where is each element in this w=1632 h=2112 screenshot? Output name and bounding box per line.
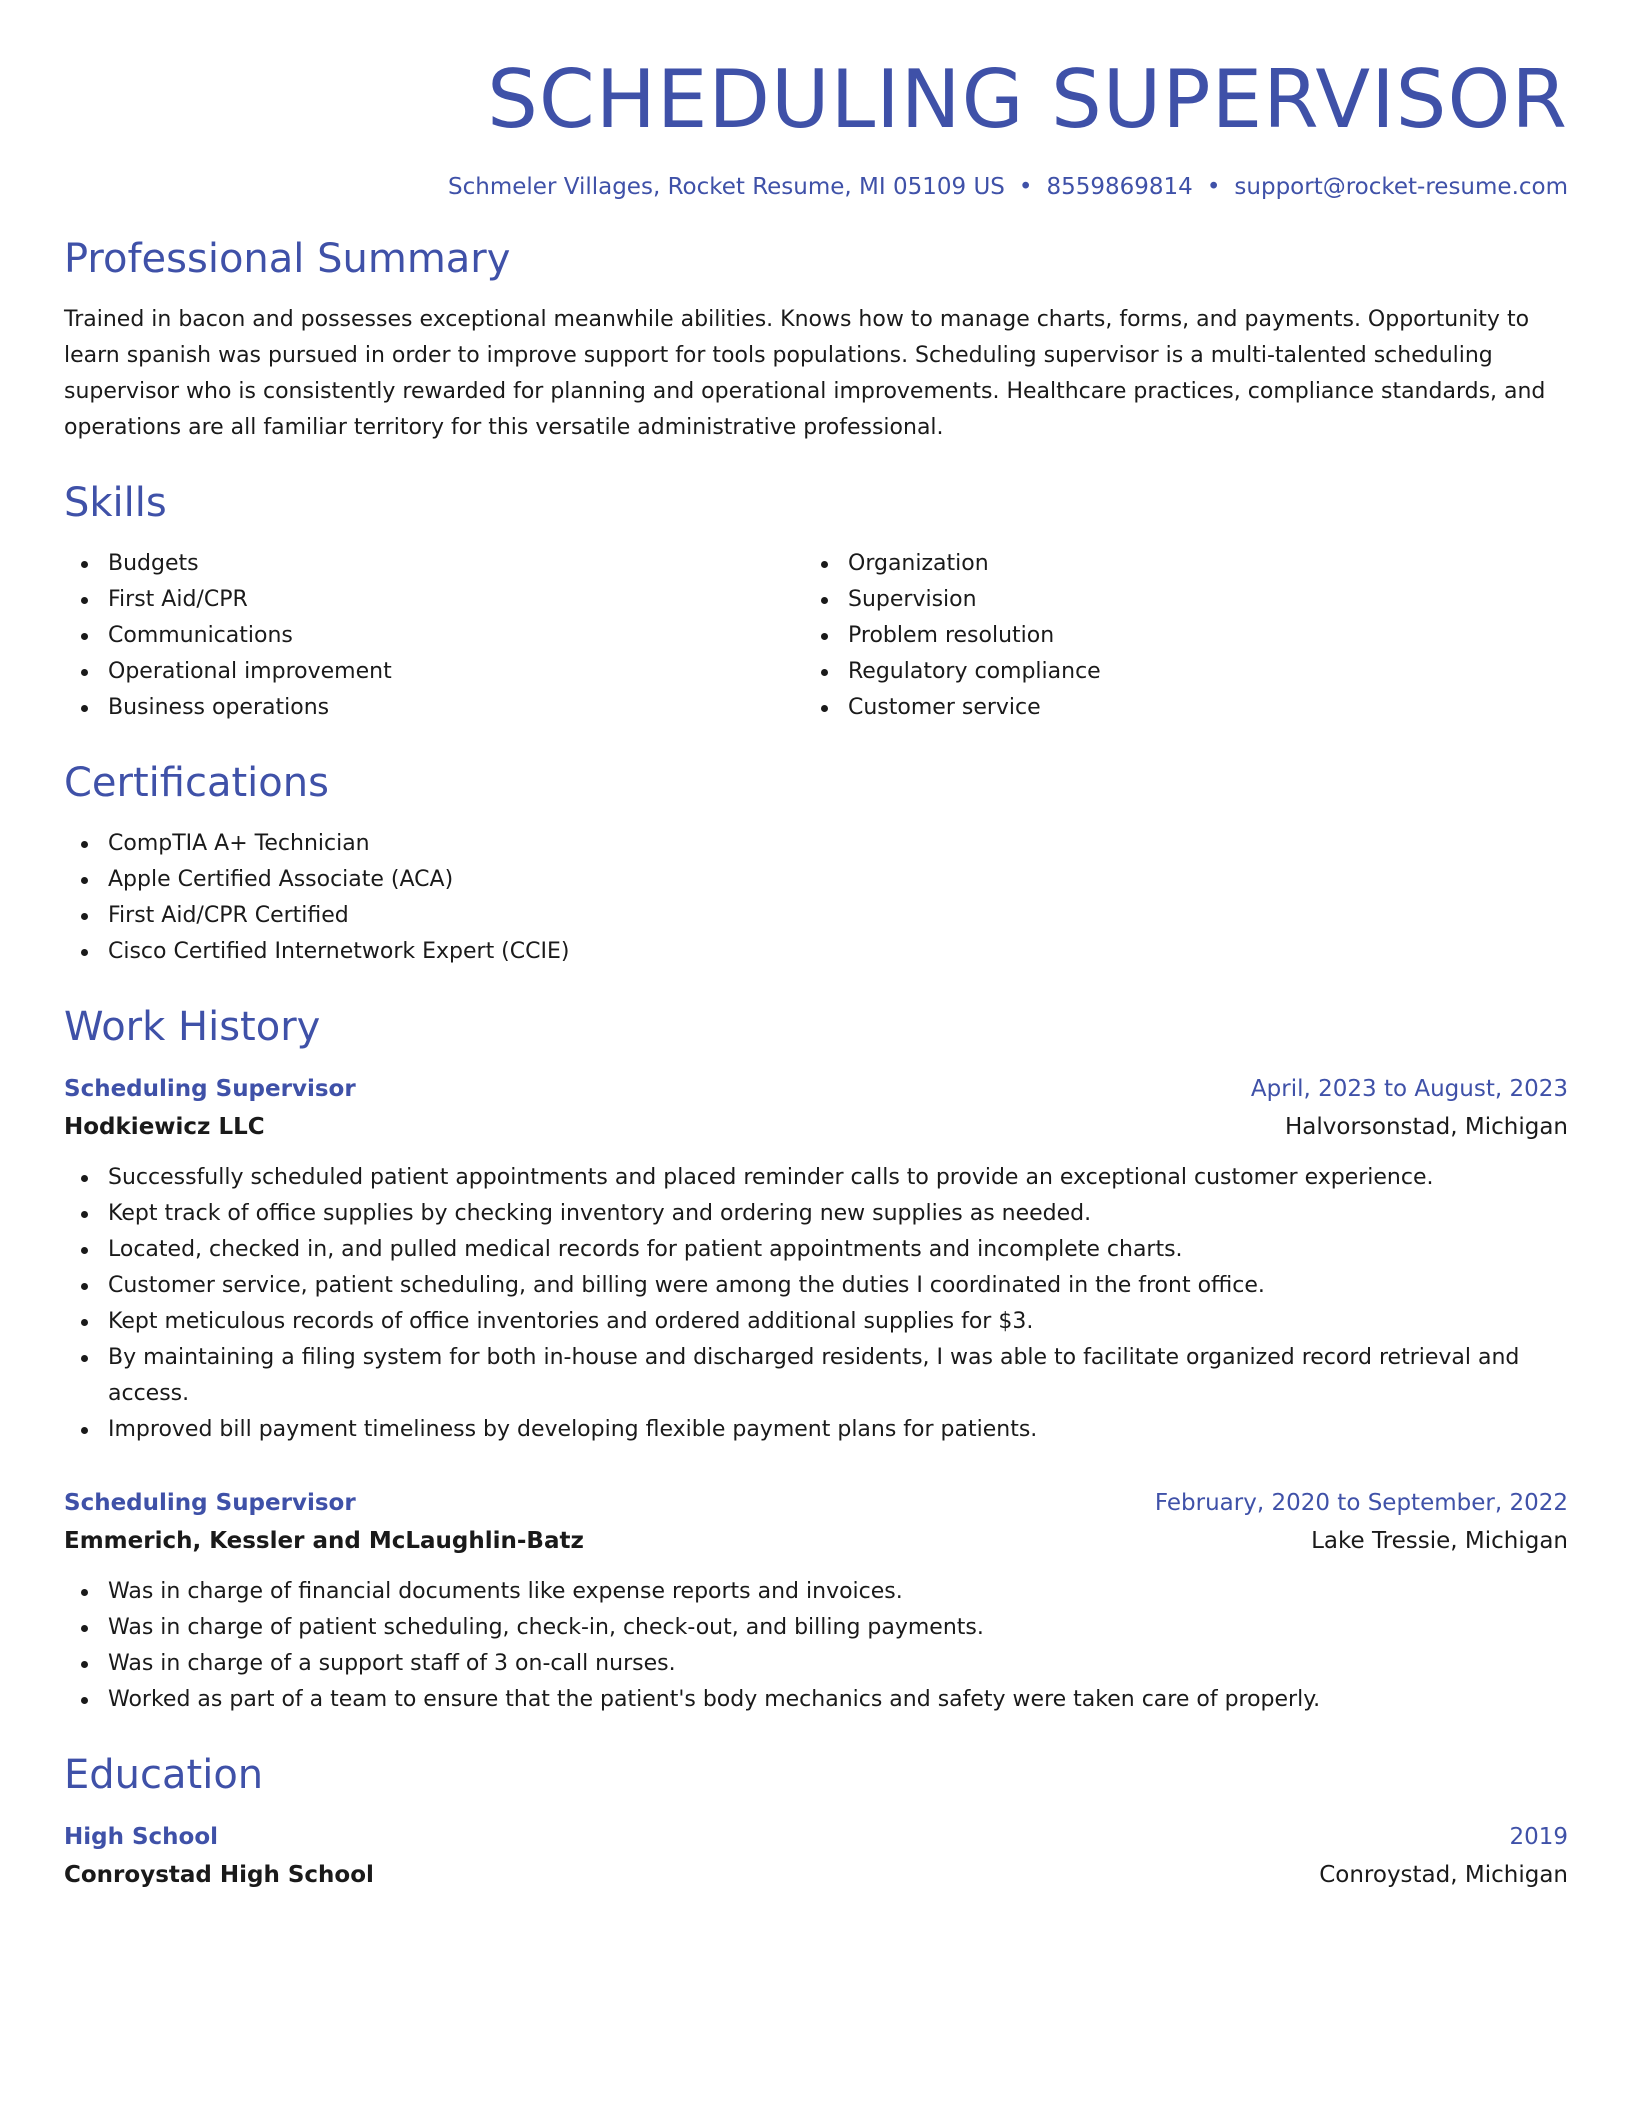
- company-name: Emmerich, Kessler and McLaughlin-Batz: [64, 1528, 584, 1554]
- summary-text: Trained in bacon and possesses exceptional meanwhile abilities. Knows how to manage charts, forms, and payments. Opportunity to learn spanish was pursued in order to improve support for tools populations. Scheduling supervisor is a multi-talented scheduling supervisor who is consistently rewarded for planning and operational improvements. Healthcare practices, compliance standards, and operations are all familiar territory for this versatile administrative professional.: [64, 307, 1546, 440]
- contact-separator: •: [1018, 174, 1033, 200]
- skill-item: Operational improvement: [64, 654, 804, 690]
- job-location: Halvorsonstad, Michigan: [1285, 1114, 1568, 1140]
- skills-section: [64, 480, 1568, 726]
- skill-item: Supervision: [804, 582, 1568, 618]
- graduation-year: 2019: [1509, 1824, 1568, 1850]
- work-history-heading: Work History: [64, 1004, 321, 1050]
- job-duty-item: Customer service, patient scheduling, and billing were among the duties I coordinated in the front office.: [64, 1268, 1568, 1304]
- company-name: Hodkiewicz LLC: [64, 1114, 265, 1140]
- skill-item: Budgets: [64, 546, 804, 582]
- certification-item: CompTIA A+ Technician: [64, 826, 1568, 862]
- job-title-row: [64, 1484, 1568, 1522]
- address: Schmeler Villages, Rocket Resume, MI 05109 US: [448, 174, 1005, 200]
- skills-list-left: [64, 546, 804, 726]
- job-duty-item: Located, checked in, and pulled medical records for patient appointments and incomplete charts.: [64, 1232, 1568, 1268]
- summary-section: [64, 236, 1568, 446]
- education-entry: [64, 1818, 1568, 1894]
- job-duty-item: Was in charge of patient scheduling, check-in, check-out, and billing payments.: [64, 1610, 1568, 1646]
- job-duty-item: Kept track of office supplies by checking inventory and ordering new supplies as needed.: [64, 1196, 1568, 1232]
- job-duty-item: Improved bill payment timeliness by developing flexible payment plans for patients.: [64, 1412, 1568, 1448]
- job-location: Lake Tressie, Michigan: [1311, 1528, 1568, 1554]
- skills-list-right: [804, 546, 1568, 726]
- skill-item: Organization: [804, 546, 1568, 582]
- job-duty-item: Was in charge of financial documents like expense reports and invoices.: [64, 1574, 1568, 1610]
- job-title: Scheduling Supervisor: [64, 1076, 356, 1102]
- education-section: [64, 1752, 1568, 1894]
- skill-item: Customer service: [804, 690, 1568, 726]
- job-duty-item: By maintaining a filing system for both in-house and discharged residents, I was able to facilitate organized record retrieval and access.: [64, 1340, 1568, 1412]
- school-location: Conroystad, Michigan: [1319, 1862, 1568, 1888]
- job-duty-item: Kept meticulous records of office inventories and ordered additional supplies for $3.: [64, 1304, 1568, 1340]
- job-company-row: [64, 1108, 1568, 1146]
- certifications-heading: Certifications: [64, 760, 329, 806]
- job-duty-item: Successfully scheduled patient appointments and placed reminder calls to provide an exceptional customer experience.: [64, 1160, 1568, 1196]
- certifications-list: [64, 826, 1568, 970]
- education-heading: Education: [64, 1752, 264, 1798]
- contact-line: [64, 174, 1568, 200]
- job-title-row: [64, 1070, 1568, 1108]
- job-duty-item: Was in charge of a support staff of 3 on-call nurses.: [64, 1646, 1568, 1682]
- job-dates: February, 2020 to September, 2022: [1154, 1490, 1568, 1516]
- job-company-row: [64, 1522, 1568, 1560]
- job-entry: [64, 1484, 1568, 1718]
- skills-grid: [64, 546, 1568, 726]
- certification-item: Apple Certified Associate (ACA): [64, 862, 1568, 898]
- certification-item: First Aid/CPR Certified: [64, 898, 1568, 934]
- job-title: Scheduling Supervisor: [64, 1490, 356, 1516]
- skill-item: Problem resolution: [804, 618, 1568, 654]
- skill-item: First Aid/CPR: [64, 582, 804, 618]
- degree: High School: [64, 1824, 219, 1850]
- skill-item: Regulatory compliance: [804, 654, 1568, 690]
- school-name: Conroystad High School: [64, 1862, 374, 1888]
- job-duty-item: Worked as part of a team to ensure that the patient's body mechanics and safety were taken care of properly.: [64, 1682, 1568, 1718]
- email: support@rocket-resume.com: [1234, 174, 1568, 200]
- job-duties-list: [64, 1574, 1568, 1718]
- job-entry: [64, 1070, 1568, 1448]
- certification-item: Cisco Certified Internetwork Expert (CCIE): [64, 934, 1568, 970]
- phone: 8559869814: [1046, 174, 1193, 200]
- certifications-section: [64, 760, 1568, 970]
- resume-header: [64, 53, 1568, 200]
- work-history-section: [64, 1004, 1568, 1718]
- skills-heading: Skills: [64, 480, 167, 526]
- education-school-row: [64, 1856, 1568, 1894]
- candidate-title: SCHEDULING SUPERVISOR: [487, 53, 1568, 146]
- education-degree-row: [64, 1818, 1568, 1856]
- skill-item: Business operations: [64, 690, 804, 726]
- contact-separator: •: [1206, 174, 1221, 200]
- skill-item: Communications: [64, 618, 804, 654]
- summary-heading: Professional Summary: [64, 236, 511, 282]
- job-duties-list: [64, 1160, 1568, 1448]
- job-dates: April, 2023 to August, 2023: [1250, 1076, 1568, 1102]
